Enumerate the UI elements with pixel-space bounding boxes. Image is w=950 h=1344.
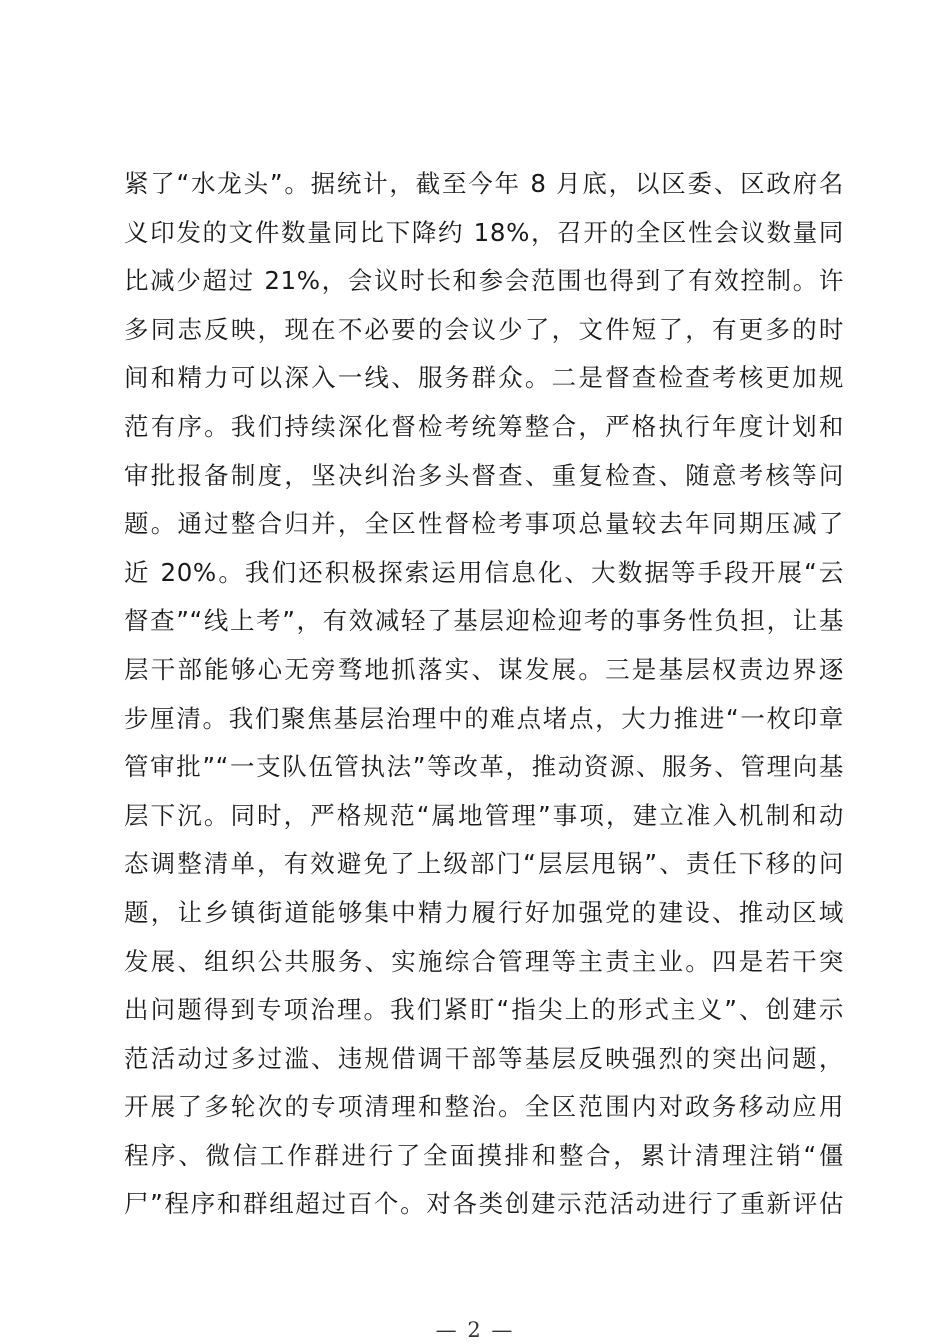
text-line: 程序、微信工作群进行了全面摸排和整合，累计清理注销“僵 xyxy=(124,1140,844,1170)
text-line: 紧了“水龙头”。据统计，截至今年 8 月底，以区委、区政府名 xyxy=(124,169,844,198)
text-line: 审批报备制度，坚决纠治多头督查、重复检查、随意考核等问 xyxy=(124,460,844,490)
text-line: 多同志反映，现在不必要的会议少了，文件短了，有更多的时 xyxy=(124,314,844,344)
text-line: 态调整清单，有效避免了上级部门“层层甩锅”、责任下移的问 xyxy=(124,849,844,879)
text-line: 步厘清。我们聚焦基层治理中的难点堵点，大力推进“一枚印章 xyxy=(124,703,844,733)
text-line: 题。通过整合归并，全区性督检考事项总量较去年同期压减了 xyxy=(124,509,844,539)
text-line: 尸”程序和群组超过百个。对各类创建示范活动进行了重新评估 xyxy=(124,1189,844,1219)
body-paragraph xyxy=(124,160,844,1229)
text-line: 间和精力可以深入一线、服务群众。二是督查检查考核更加规 xyxy=(124,363,844,393)
text-line: 近 20%。我们还积极探索运用信息化、大数据等手段开展“云 xyxy=(124,557,844,587)
text-line: 义印发的文件数量同比下降约 18%，召开的全区性会议数量同 xyxy=(124,217,844,247)
text-line: 出问题得到专项治理。我们紧盯“指尖上的形式主义”、创建示 xyxy=(124,995,844,1025)
text-line: 开展了多轮次的专项清理和整治。全区范围内对政务移动应用 xyxy=(124,1092,844,1122)
text-line: 题，让乡镇街道能够集中精力履行好加强党的建设、推动区域 xyxy=(124,897,844,927)
text-line: 管审批”“一支队伍管执法”等改革，推动资源、服务、管理向基 xyxy=(124,752,844,782)
text-line: 范活动过多过滥、违规借调干部等基层反映强烈的突出问题， xyxy=(124,1043,844,1073)
text-line: 发展、组织公共服务、实施综合管理等主责主业。四是若干突 xyxy=(124,946,844,976)
text-line: 范有序。我们持续深化督检考统筹整合，严格执行年度计划和 xyxy=(124,411,844,441)
page-number: — 2 — xyxy=(435,1318,515,1342)
text-line: 层下沉。同时，严格规范“属地管理”事项，建立准入机制和动 xyxy=(124,800,844,830)
text-line: 督查”“线上考”，有效减轻了基层迎检迎考的事务性负担，让基 xyxy=(124,606,844,636)
text-line: 层干部能够心无旁骛地抓落实、谋发展。三是基层权责边界逐 xyxy=(124,654,844,684)
text-line: 比减少超过 21%，会议时长和参会范围也得到了有效控制。许 xyxy=(124,266,844,296)
